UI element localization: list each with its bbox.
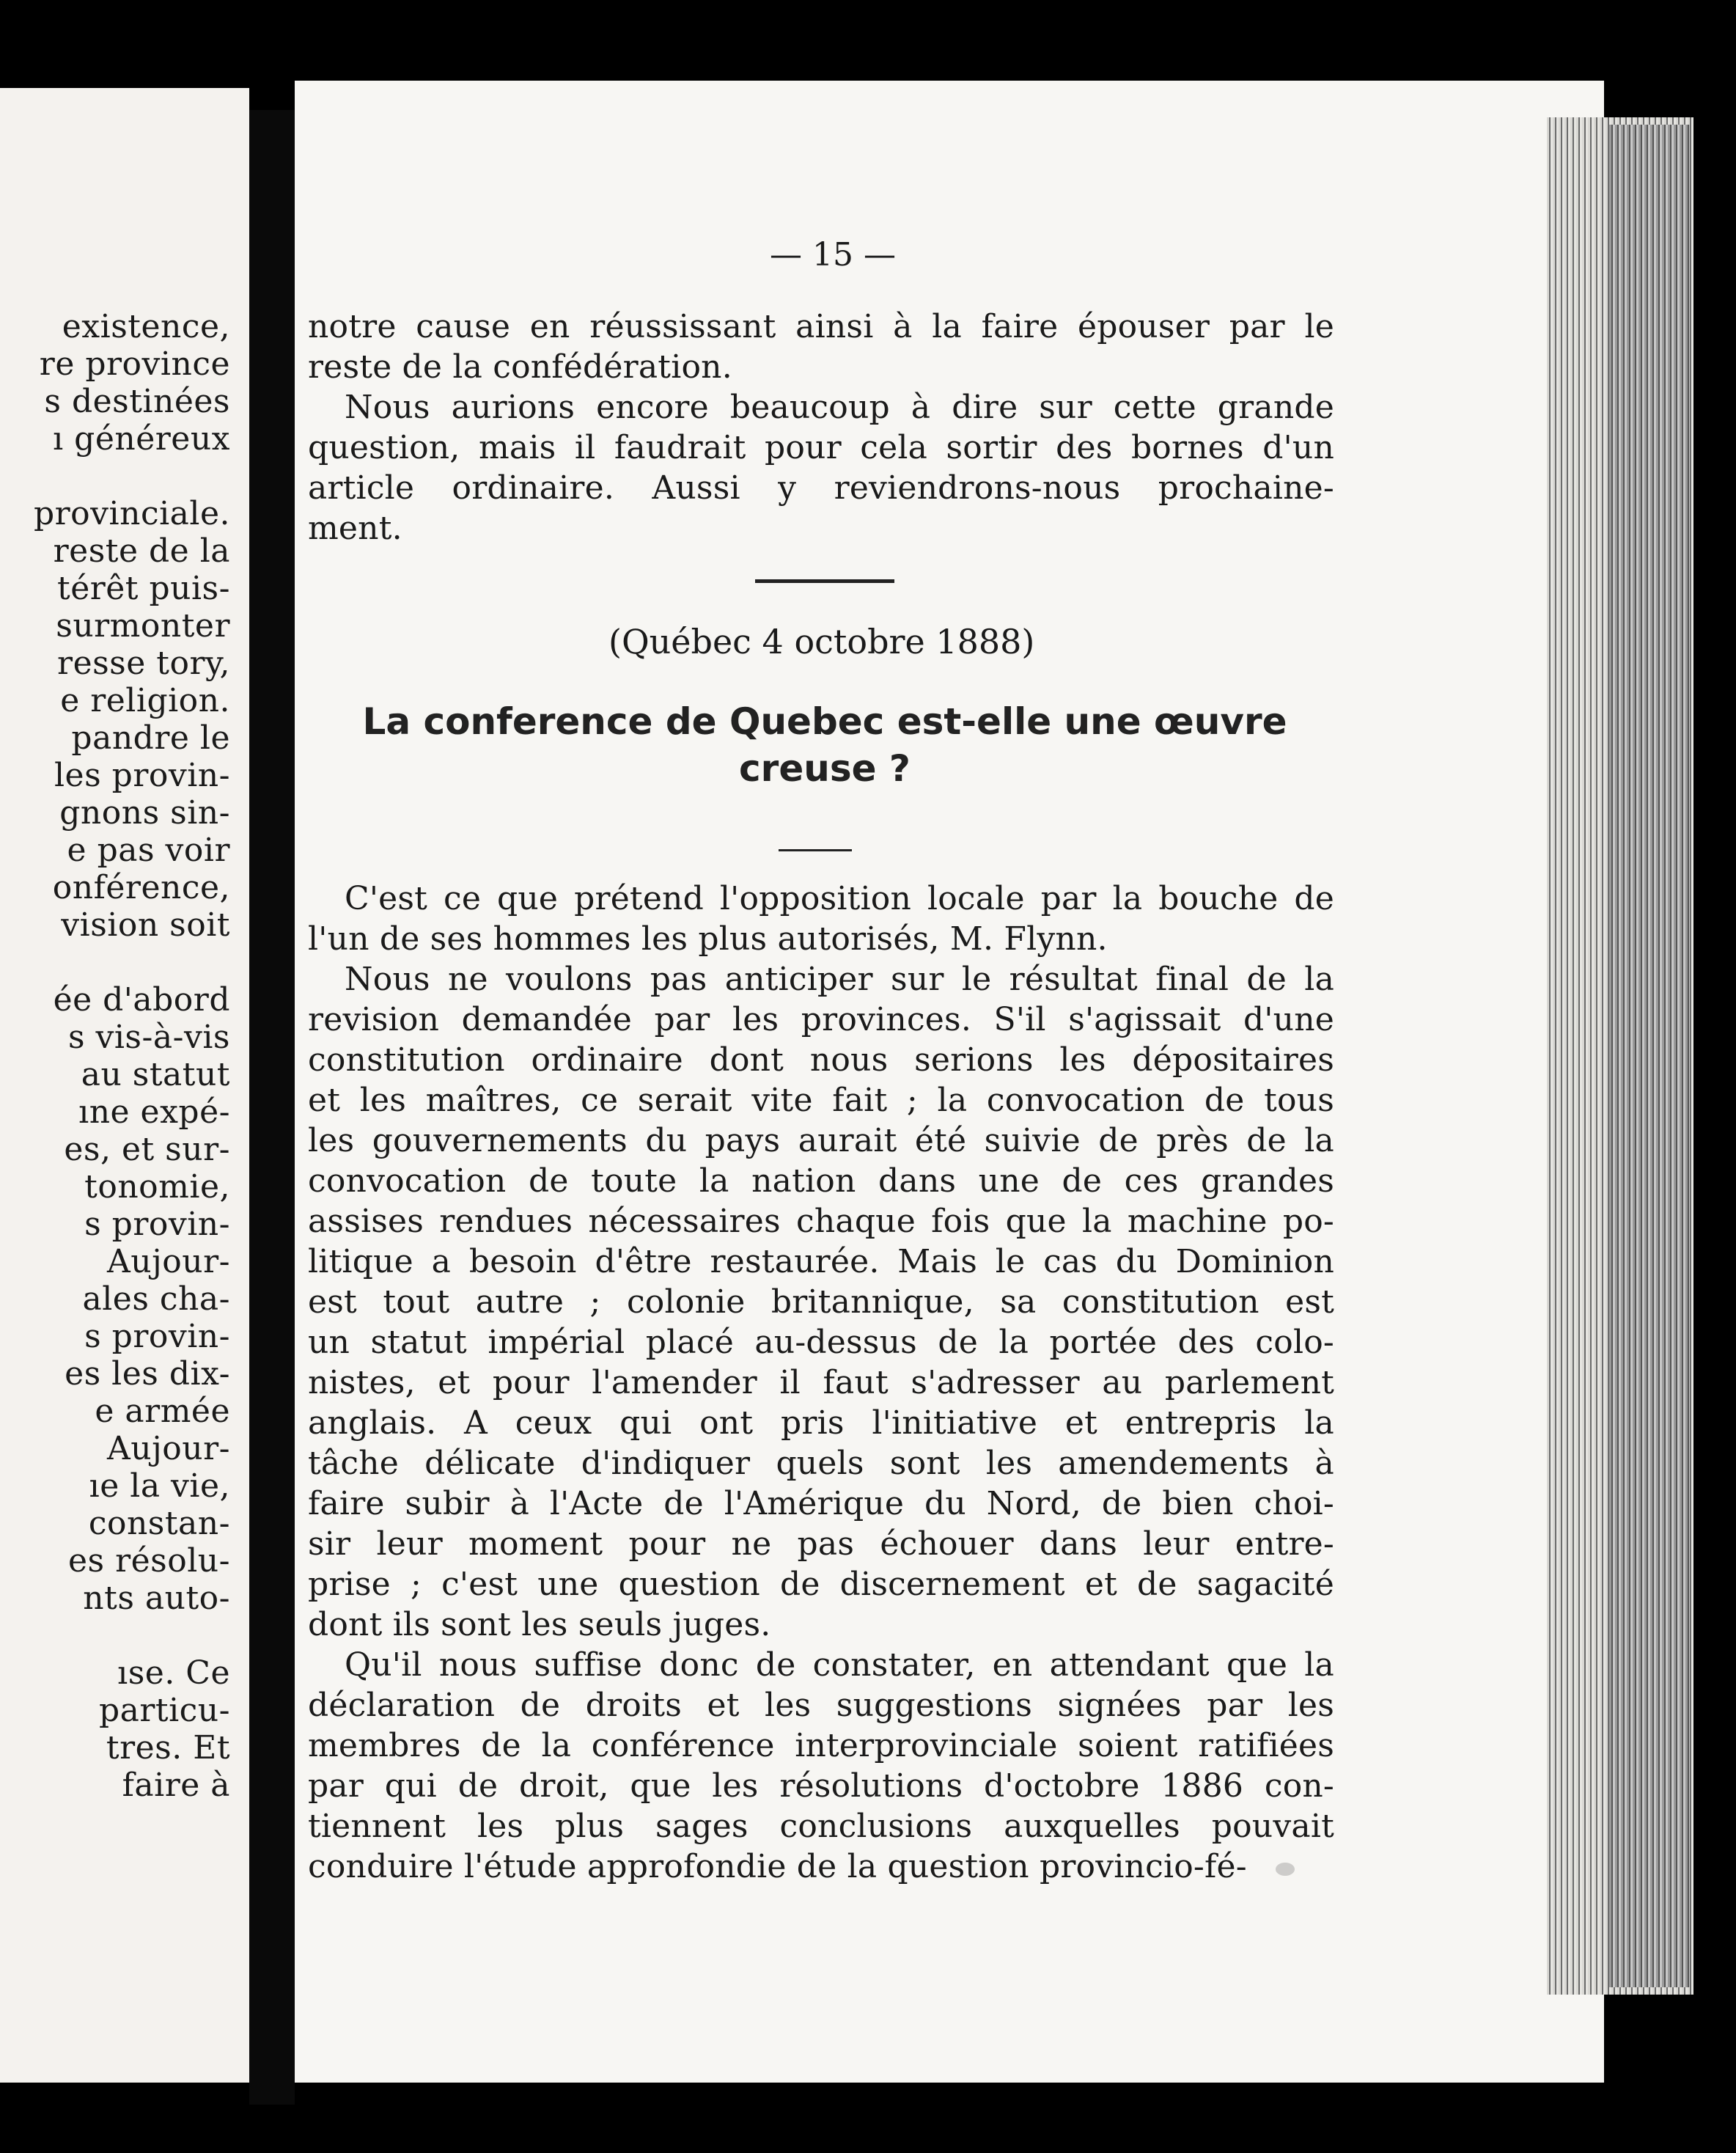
text-line: déclaration de droits et les suggestions signées par les	[308, 1687, 1334, 1724]
book-gutter	[249, 110, 295, 2105]
left-page-line: es les dix-	[65, 1355, 230, 1393]
ink-smudge	[1276, 1863, 1295, 1876]
left-page-line: ı généreux	[53, 420, 230, 458]
text-line: ment.	[308, 510, 402, 547]
text-line: Nous ne voulons pas anticiper sur le résultat final de la	[345, 961, 1334, 998]
text-line: revision demandée par les provinces. S'il s'agissait d'une	[308, 1001, 1334, 1038]
continuation-paragraph	[308, 307, 1334, 549]
page-edges-shadow	[1609, 125, 1690, 1987]
article-title-line-1: La conference de Quebec est-elle une œuvre	[362, 700, 1287, 743]
text-line: faire subir à l'Acte de l'Amérique du Nord, de bien choi-	[308, 1485, 1334, 1522]
left-page-line: gnons sin-	[59, 794, 230, 832]
left-page-line: s provin-	[84, 1318, 230, 1355]
left-page-line: ée d'abord	[53, 981, 230, 1019]
text-line: un statut impérial placé au-dessus de la portée des colo-	[308, 1324, 1334, 1361]
text-line: article ordinaire. Aussi y reviendrons-nous prochaine-	[308, 469, 1334, 507]
text-line: nistes, et pour l'amender il faut s'adresser au parlement	[308, 1364, 1334, 1401]
text-line: question, mais il faudrait pour cela sortir des bornes d'un	[308, 429, 1334, 466]
text-line: Qu'il nous suffise donc de constater, en attendant que la	[345, 1646, 1334, 1684]
text-line: C'est ce que prétend l'opposition locale par la bouche de	[345, 880, 1334, 917]
left-page-line: s provin-	[84, 1206, 230, 1243]
left-page-line: es résolu-	[67, 1542, 230, 1580]
text-line: sir leur moment pour ne pas échouer dans leur entre-	[308, 1525, 1334, 1563]
text-line: par qui de droit, que les résolutions d'octobre 1886 con-	[308, 1767, 1334, 1805]
left-page-line: e armée	[95, 1393, 230, 1430]
section-rule	[755, 579, 894, 583]
text-line: Nous aurions encore beaucoup à dire sur cette grande	[345, 389, 1334, 426]
left-page-line: térêt puis-	[57, 570, 230, 607]
left-page-line: tres. Et	[106, 1729, 230, 1767]
text-line: et les maîtres, ce serait vite fait ; la convocation de tous	[308, 1082, 1334, 1119]
text-line: membres de la conférence interprovinciale soient ratifiées	[308, 1727, 1334, 1764]
left-page-line: ales cha-	[82, 1280, 230, 1318]
article-title	[315, 698, 1334, 792]
left-page-line: onférence,	[52, 869, 230, 906]
left-page-line: les provin-	[54, 757, 230, 794]
left-page-line: faire à	[122, 1767, 230, 1804]
left-page-line: vision soit	[61, 906, 230, 944]
left-page-line: provinciale.	[33, 495, 230, 532]
text-line: dont ils sont les seuls juges.	[308, 1606, 771, 1643]
left-page-line: s destinées	[44, 383, 230, 420]
text-line: notre cause en réussissant ainsi à la faire épouser par le	[308, 308, 1334, 345]
text-line: reste de la confédération.	[308, 348, 732, 386]
text-line: anglais. A ceux qui ont pris l'initiative et entrepris la	[308, 1404, 1334, 1442]
title-rule	[779, 849, 852, 851]
left-page-line: s vis-à-vis	[67, 1019, 230, 1056]
text-line: tâche délicate d'indiquer quels sont les amendements à	[308, 1445, 1334, 1482]
left-page-line: reste de la	[53, 532, 230, 570]
text-line: conduire l'étude approfondie de la question provincio-fé-	[308, 1848, 1247, 1885]
left-page-line: surmonter	[56, 607, 230, 645]
left-page-line: existence,	[62, 308, 230, 345]
text-line: litique a besoin d'être restaurée. Mais le cas du Dominion	[308, 1243, 1334, 1280]
left-page-line: resse tory,	[57, 645, 230, 682]
text-line: les gouvernements du pays aurait été suivie de près de la	[308, 1122, 1334, 1159]
left-page-line: pandre le	[71, 719, 230, 757]
left-page-line: Aujour-	[107, 1430, 230, 1467]
text-line: constitution ordinaire dont nous serions les dépositaires	[308, 1041, 1334, 1079]
left-page-line: re province	[39, 345, 230, 383]
left-page-line: es, et sur-	[64, 1131, 230, 1168]
left-page-line: ıe la vie,	[89, 1467, 230, 1505]
dateline: (Québec 4 octobre 1888)	[608, 622, 1035, 661]
left-page-line: ıne expé-	[78, 1093, 230, 1131]
page-number: — 15 —	[770, 236, 896, 274]
left-page-line: Aujour-	[107, 1243, 230, 1280]
text-line: est tout autre ; colonie britannique, sa constitution est	[308, 1283, 1334, 1321]
text-line: tiennent les plus sages conclusions auxquelles pouvait	[308, 1808, 1334, 1845]
text-line: prise ; c'est une question de discernement et de sagacité	[308, 1566, 1334, 1603]
text-line: l'un de ses hommes les plus autorisés, M. Flynn.	[308, 920, 1108, 958]
left-page-line: constan-	[88, 1505, 230, 1542]
left-page-line: nts auto-	[83, 1580, 230, 1617]
left-page-line: au statut	[81, 1056, 230, 1093]
left-page-line: tonomie,	[84, 1168, 230, 1206]
left-page-line: ıse. Ce	[117, 1654, 230, 1692]
left-page-fragment	[0, 88, 249, 2083]
text-line: assises rendues nécessaires chaque fois que la machine po-	[308, 1203, 1334, 1240]
left-page-line: e pas voir	[67, 832, 230, 869]
article-body	[308, 879, 1334, 1887]
article-title-line-2: creuse ?	[739, 747, 911, 790]
left-page-line: e religion.	[60, 682, 230, 719]
left-page-line: particu-	[98, 1692, 230, 1729]
text-line: convocation de toute la nation dans une de ces grandes	[308, 1162, 1334, 1200]
